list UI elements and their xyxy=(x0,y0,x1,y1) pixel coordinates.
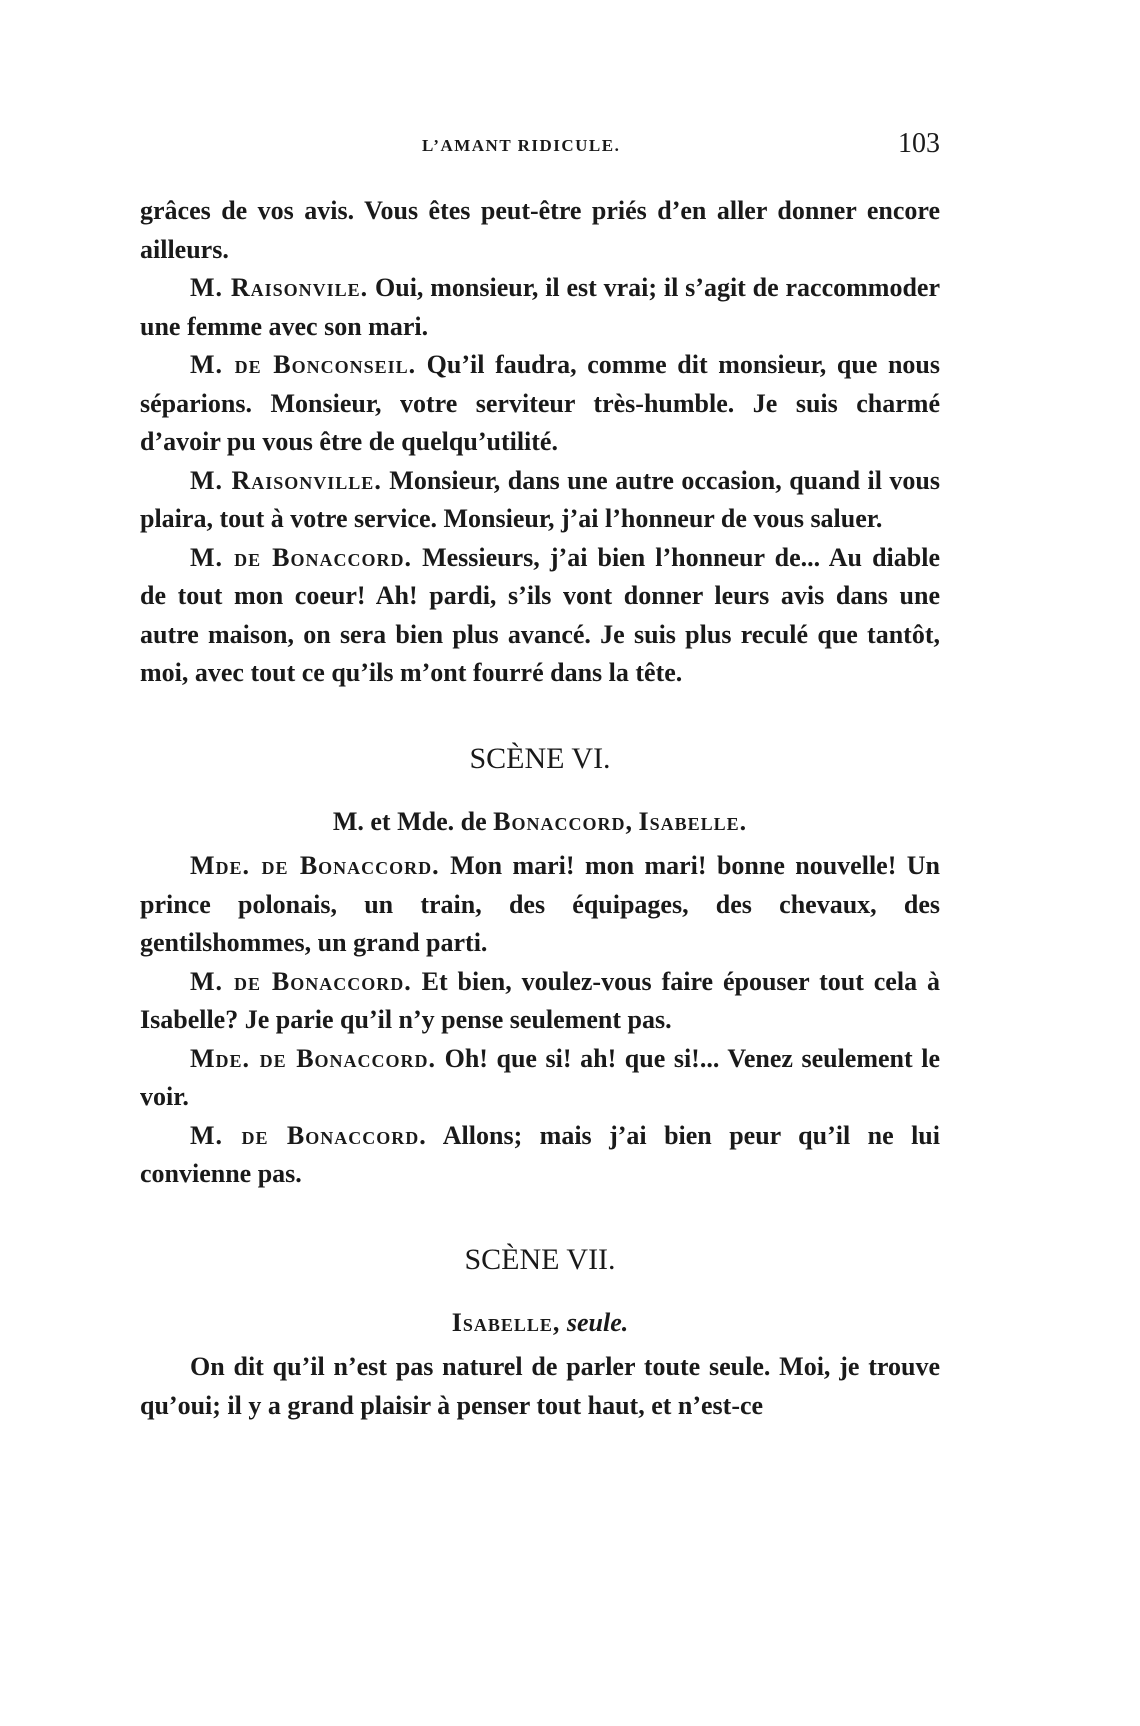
speaker-name: M. Raisonvile. xyxy=(190,273,369,302)
dialogue-line xyxy=(140,1040,940,1117)
scene-heading: SCÈNE VI. xyxy=(469,741,611,775)
dialogue-line xyxy=(140,1117,940,1194)
dialogue-line xyxy=(140,346,940,462)
dialogue-text: Oh! que si! ah! que si!... Venez seulement le voir. xyxy=(140,1043,940,1111)
cast-note: seule. xyxy=(560,1307,629,1337)
speaker-name: M. de Bonaccord. xyxy=(190,1120,427,1150)
speaker-name: M. Raisonville. xyxy=(190,465,382,495)
dialogue-text: Et bien, voulez-vous faire épouser tout cela à Isabelle? Je parie qu’il n’y pense seulement pas. xyxy=(140,966,940,1034)
dialogue-line xyxy=(140,462,940,539)
scene-cast xyxy=(140,1304,940,1343)
speaker-name: Mde. de Bonaccord. xyxy=(190,851,440,880)
dialogue-text: Monsieur, dans une autre occasion, quand il vous plaira, tout à votre service. Monsieur, j’ai l’honneur de vous saluer. xyxy=(140,465,941,533)
cast-name: Bonaccord xyxy=(493,806,626,836)
cast-prefix: M. et Mde. de xyxy=(332,806,494,836)
scene-heading: SCÈNE VII. xyxy=(464,1242,616,1276)
dialogue-line xyxy=(140,847,940,963)
page-body xyxy=(140,192,940,1425)
cast-name: Isabelle, xyxy=(451,1307,561,1337)
dialogue-text: Qu’il faudra, comme dit monsieur, que nous séparions. Monsieur, votre serviteur très-humble. Je suis charmé d’avoir pu vous être de quelqu’utilité. xyxy=(140,350,940,456)
speaker-name: Mde. de Bonaccord. xyxy=(190,1043,437,1073)
dialogue-text: Oui, monsieur, il est vrai; il s’agit de raccommoder une femme avec son mari. xyxy=(140,273,940,341)
dialogue-line xyxy=(140,269,940,346)
speaker-name: M. de Bonaccord. xyxy=(190,542,413,572)
dialogue-text: Allons; mais j’ai bien peur qu’il ne lui convienne pas. xyxy=(140,1120,940,1188)
scene-cast xyxy=(140,803,940,842)
running-title: L’AMANT RIDICULE. xyxy=(422,136,621,155)
page-number: 103 xyxy=(898,128,940,159)
dialogue-line xyxy=(140,963,940,1040)
page-header xyxy=(140,128,940,168)
dialogue-line xyxy=(140,539,940,693)
dialogue-text: Messieurs, j’ai bien l’honneur de... Au diable de tout mon coeur! Ah! pardi, s’ils vont donner leurs avis dans une autre maison, on sera bien plus avancé. Je suis plus reculé que tantôt, moi, avec tout ce qu’ils m’ont fourré dans la tête. xyxy=(140,542,940,687)
speaker-name: M. de Bonaccord. xyxy=(190,966,412,996)
cast-name: Isabelle. xyxy=(638,806,748,836)
speaker-name: M. de Bonconseil. xyxy=(190,350,417,379)
dialogue-text: Mon mari! mon mari! bonne nouvelle! Un prince polonais, un train, des équipages, des chevaux, des gentilshommes, un grand parti. xyxy=(140,851,940,957)
paragraph: On dit qu’il n’est pas naturel de parler toute seule. Moi, je trouve qu’oui; il y a grand plaisir à penser tout haut, et n’est-ce xyxy=(140,1352,940,1420)
paragraph: grâces de vos avis. Vous êtes peut-être priés d’en aller donner encore ailleurs. xyxy=(140,196,940,264)
cast-separator: , xyxy=(625,806,639,836)
